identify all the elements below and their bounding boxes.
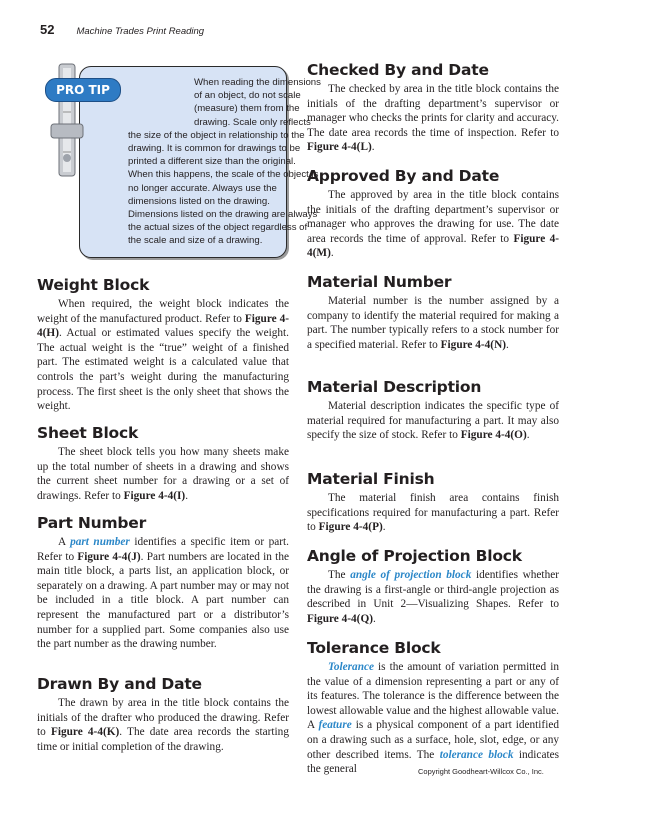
section-drawn-by [37,674,289,754]
section-body: When required, the weight block indicates the weight of the manufactured product. Refer to Figure 4-4(H). Actual or estimated values specify the weight. The actual weight is the “true” weight of a finished part. The estimated weight is a calculated value that controls the part’s weight during the manufacturing process. The first sheet is the only sheet that shows the weight. [37,298,289,413]
running-head: Machine Trades Print Reading [76,26,205,37]
page-number: 52 [40,22,55,37]
section-body: Tolerance is the amount of variation permitted in the value of a dimension representing a part or any of its features. The tolerance is the difference between the lowest allowable value and the highest allowable value. A feature is a physical component of a part identified on a drawing such as a surface, hole, slot, edge, or any other described items. The tolerance block indicates the general [307,661,560,776]
term-angle-of-projection-block: angle of projection block [350,569,472,581]
section-body: The angle of projection block identifies whether the drawing is a first-angle or third-angle projection as described in Unit 2—Visualizing Shapes. Refer to Figure 4-4(Q). [307,569,559,625]
section-body: The material finish area contains finish specifications required for manufacturing a part. Refer to Figure 4-4(P). [307,492,559,534]
section-heading: Tolerance Block [307,639,441,657]
copyright-footer: Copyright Goodheart-Willcox Co., Inc. [418,767,544,776]
section-approved-by [307,166,559,261]
section-body: The drawn by area in the title block contains the initials of the drafter who produced the drawing. Refer to Figure 4-4(K). The date area records the starting time or initial completion of the drawing. [37,697,289,753]
section-material-finish [307,469,559,535]
pro-tip-text: When reading the dimensions of an object, do not scale (measure) them from the drawing. Scale only reflects the size of the object in relationship to the drawing. It is common for drawings to be printed a different size than the original. When this happens, the scale of the object is no longer accurate. Always use the dimensions listed on the drawing. Dimensions listed on the drawing are always the actual sizes of the object regardless of the scale and size of a drawing. [128,77,321,247]
section-heading: Material Number [307,273,452,291]
section-part-number [37,513,289,652]
section-material-description [307,377,559,443]
section-heading: Checked By and Date [307,61,489,79]
section-body: A part number identifies a specific item or part. Refer to Figure 4-4(J). Part numbers are located in the main title block, a parts list, an application block, or separately on a drawing. A part number may or may not be included in a title block. A part number can represent the manufactured part or a distributor’s number for a supplied part. Some companies also use the part number as the drawing number. [37,536,289,651]
section-heading: Approved By and Date [307,167,500,185]
section-heading: Angle of Projection Block [307,547,522,565]
section-heading: Weight Block [37,276,150,294]
pro-tip-badge: PRO TIP [45,78,121,102]
section-tolerance-block [307,638,559,777]
section-material-number [307,272,559,352]
section-heading: Drawn By and Date [37,675,202,693]
section-checked-by [307,60,559,155]
section-sheet-block [37,423,289,503]
section-body: The checked by area in the title block contains the initials of the drafting department’s supervisor or manager who checks the prints for clarity and accuracy. The date area records the time of inspection. Refer to Figure 4-4(L). [307,83,559,154]
term-tolerance-block: tolerance block [439,748,514,761]
section-angle-of-projection [307,546,559,626]
pro-tip-box [37,62,321,258]
section-heading: Part Number [37,514,147,532]
term-feature: feature [318,719,352,732]
section-heading: Material Description [307,378,482,396]
section-body: Material description indicates the specific type of material required for manufacturing a part. It may also specify the size of stock. Refer to Figure 4-4(O). [307,400,559,442]
section-body: Material number is the number assigned by a company to identify the material required for making a part. The number typically refers to a stock number for a specified material. Refer to Figure 4-4(N). [307,295,559,351]
section-weight-block [37,275,289,414]
term-part-number: part number [70,536,130,548]
section-body: The sheet block tells you how many sheets make up the total number of sheets in a drawing and shows the current sheet number for a drawing or a set of drawings. Refer to Figure 4-4(I). [37,446,289,502]
term-tolerance: Tolerance [328,661,375,673]
section-heading: Sheet Block [37,424,139,442]
section-body: The approved by area in the title block contains the initials of the drafting department’s supervisor or manager who approves the drawing for use. The date area records the time of approval. Refer to Figure 4-4(M). [307,189,560,260]
section-heading: Material Finish [307,470,435,488]
page-header [40,22,204,42]
